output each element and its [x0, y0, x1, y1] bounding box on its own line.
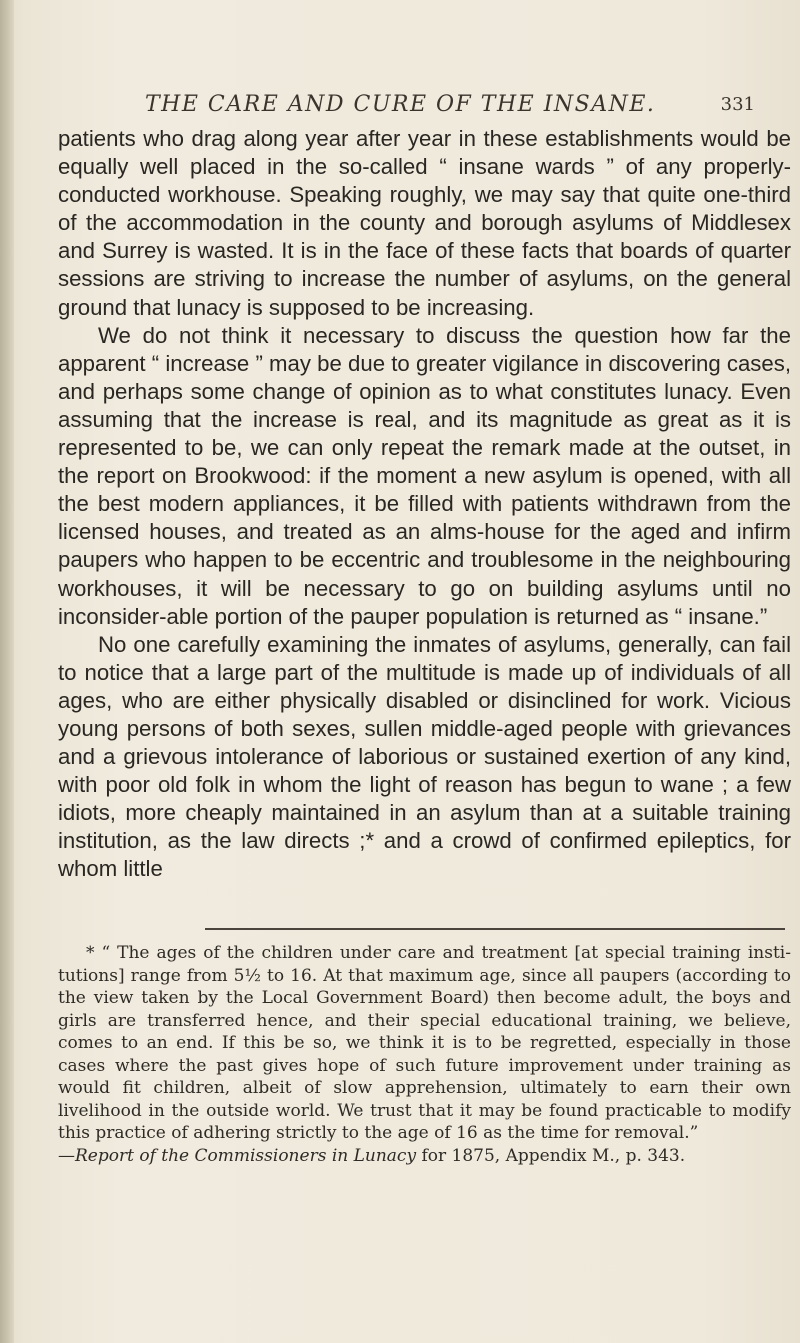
- page-gutter: [0, 0, 14, 1343]
- paragraph-3: No one carefully examining the inmates of asylums, generally, can fail to notice that a large part of the multitude is made up of individuals of all ages, who are either physically disabled or disinclined for work. Vicious young persons of both sexes, sullen middle-aged people with grievances and a grievous intolerance of laborious or sustained exertion of any kind, with poor old folk in whom the light of reason has begun to wane ; a few idiots, more cheaply maintained in an asylum than at a suitable training institution, as the law directs ;* and a crowd of confirmed epileptics, for whom little: [58, 631, 791, 882]
- running-head-title: THE CARE AND CURE OF THE INSANE.: [145, 92, 656, 117]
- footnote-source-title: Report of the Commissioners in Lunacy: [75, 1145, 417, 1166]
- paragraph-2: We do not think it necessary to discuss the question how far the apparent “ increase ” may be due to greater vigilance in discovering cases, and perhaps some change of opinion as to what constitutes lunacy. Even assuming that the increase is real, and its magnitude as great as it is represented to be, we can only repeat the remark made at the outset, in the report on Brookwood: if the moment a new asylum is opened, with all the best modern appliances, it be filled with patients withdrawn from the licensed houses, and treated as an alms-house for the aged and infirm paupers who happen to be eccentric and troublesome in the neighbouring workhouses, it will be necessary to go on building asylums until no inconsider-able portion of the pauper population is returned as “ insane.”: [58, 322, 791, 629]
- main-text: [58, 125, 791, 884]
- running-head: [145, 92, 755, 117]
- footnote-source-details: for 1875, Appendix M., p. 343.: [416, 1145, 686, 1166]
- footnote-text: * “ The ages of the children under care and treatment [at special training insti-tutions] range from 5½ to 16. At that maximum age, since all paupers (according to the view taken by the Local Government Board) then become adult, the boys and girls are transferred hence, and their special educational training, we believe, comes to an end. If this be so, we think it is to be regretted, especially in those cases where the past gives hope of such future improvement under training as would fit children, albeit of slow apprehension, ultimately to earn their own livelihood in the outside world. We trust that it may be found practicable to modify this practice of adhering strictly to the age of 16 as the time for removal.”: [58, 943, 791, 1143]
- paragraph-1: patients who drag along year after year in these establishments would be equally well placed in the so-called “ insane wards ” of any properly-conducted workhouse. Speaking roughly, we may say that quite one-third of the accommodation in the county and borough asylums of Middlesex and Surrey is wasted. It is in the face of these facts that boards of quarter sessions are striving to increase the number of asylums, on the general ground that lunacy is supposed to be increasing.: [58, 126, 791, 320]
- footnote-divider: [205, 928, 785, 930]
- page-number: 331: [720, 94, 755, 115]
- footnote: [58, 942, 791, 1167]
- footnote-source-dash: —: [58, 1145, 75, 1166]
